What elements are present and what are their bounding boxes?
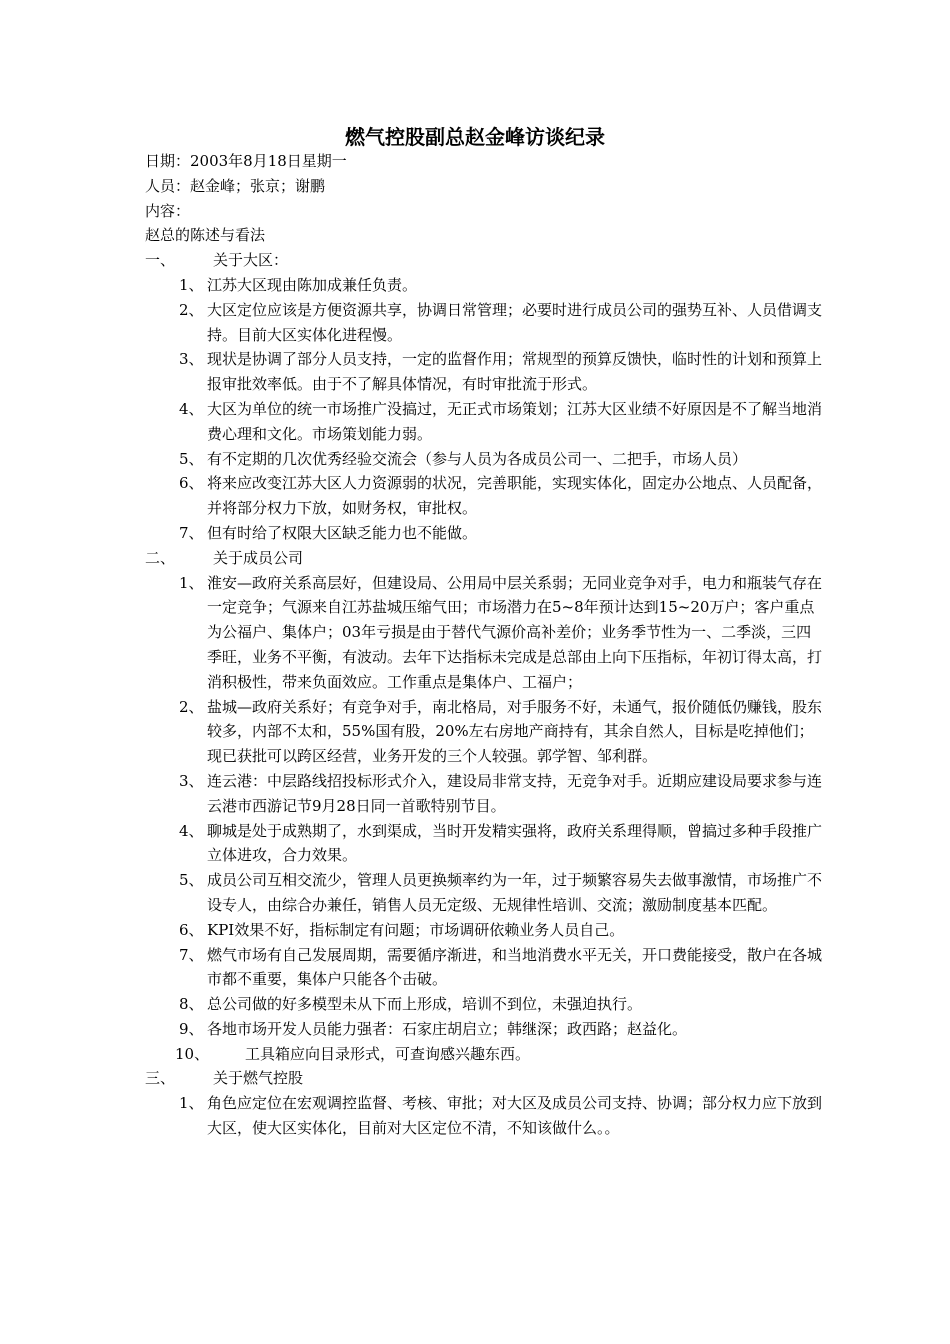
list-item-number: 5、 [179, 871, 204, 890]
section-number: 二、 [145, 548, 176, 567]
list-item-number: 4、 [179, 821, 204, 840]
list-item-number: 1、 [179, 573, 204, 592]
list-item-number: 2、 [179, 697, 204, 716]
section-number: 一、 [145, 251, 176, 270]
list-item-text: 将来应改变江苏大区人力资源弱的状况，完善职能，实现实体化，固定办公地点、人员配备，并将部分权力下放，如财务权，审批权。 [207, 474, 823, 518]
intro-line: 赵总的陈述与看法 [145, 226, 266, 245]
list-item-text: 聊城是处于成熟期了，水到渠成，当时开发精实强将，政府关系理得顺，曾搞过多种手段推广立体进攻，合力效果。 [207, 821, 823, 865]
section-heading [145, 1066, 825, 1091]
document-body [145, 149, 825, 1141]
list-item [145, 868, 825, 918]
list-item-number: 4、 [179, 399, 204, 418]
list-item-number: 2、 [179, 300, 204, 319]
list-item-number: 1、 [179, 275, 204, 294]
section-heading [145, 248, 825, 273]
list-item-number: 9、 [179, 1019, 204, 1038]
list-item [145, 347, 825, 397]
section-number: 三、 [145, 1069, 176, 1088]
list-item [145, 447, 825, 472]
list-item-number: 6、 [179, 920, 204, 939]
list-item-number: 3、 [179, 771, 204, 790]
list-item [145, 298, 825, 348]
list-item [145, 571, 825, 695]
list-item-number: 5、 [179, 449, 204, 468]
section-title: 关于燃气控股 [213, 1069, 304, 1088]
list-item [145, 819, 825, 869]
list-item [145, 943, 825, 993]
list-item-number: 7、 [179, 945, 204, 964]
list-item [145, 273, 825, 298]
list-item [145, 1017, 825, 1042]
section-title: 关于大区： [213, 251, 289, 270]
list-item-number: 6、 [179, 474, 204, 493]
list-item [145, 695, 825, 769]
meta-people: 人员：赵金峰；张京；谢鹏 [145, 176, 326, 195]
list-item [145, 918, 825, 943]
list-item [145, 1091, 825, 1141]
list-item-number: 3、 [179, 350, 204, 369]
list-item-text: 大区为单位的统一市场推广没搞过，无正式市场策划；江苏大区业绩不好原因是不了解当地消费心理和文化。市场策划能力弱。 [207, 399, 823, 443]
list-item-text: 工具箱应向目录形式，可查询感兴趣东西。 [245, 1044, 531, 1063]
list-item-text: 有不定期的几次优秀经验交流会（参与人员为各成员公司一、二把手，市场人员） [207, 449, 748, 468]
list-item-text: 角色应定位在宏观调控监督、考核、审批；对大区及成员公司支持、协调；部分权力应下放到大区，使大区实体化，目前对大区定位不清，不知该做什么。。 [207, 1094, 823, 1138]
list-item-text: 成员公司互相交流少，管理人员更换频率约为一年，过于频繁容易失去做事激情，市场推广不设专人，由综合办兼任，销售人员无定级、无规律性培训、交流；激励制度基本匹配。 [207, 871, 823, 914]
list-item [145, 992, 825, 1017]
meta-content-label: 内容： [145, 201, 191, 220]
list-item-text: 淮安—政府关系高层好，但建设局、公用局中层关系弱；无同业竞争对手，电力和瓶装气存在一定竞争；气源来自江苏盐城压缩气田；市场潜力在5~8年预计达到15~20万户；客户重点为公福户、集体户；03年亏损是由于替代气源价高补差价；业务季节性为一、二季淡，三四季旺，业务不平衡，有波动。去年下达指标未完成是总部由上向下压指标，年初订得太高，打消积极性，带来负面效应。工作重点是集体户、工福户； [207, 573, 823, 691]
list-item-text: 江苏大区现由陈加成兼任负责。 [207, 275, 418, 294]
list-item [145, 521, 825, 546]
section-heading [145, 546, 825, 571]
list-item [145, 769, 825, 819]
section-title: 关于成员公司 [213, 548, 304, 567]
list-item [145, 397, 825, 447]
list-item-text: 现状是协调了部分人员支持，一定的监督作用；常规型的预算反馈快，临时性的计划和预算上报审批效率低。由于不了解具体情况，有时审批流于形式。 [207, 350, 823, 394]
list-item-text: 但有时给了权限大区缺乏能力也不能做。 [207, 523, 478, 542]
list-item-text: 连云港：中层路线招投标形式介入，建设局非常支持，无竞争对手。近期应建设局要求参与连云港市西游记节9月28日同一首歌特别节目。 [207, 771, 823, 815]
list-item-text: 总公司做的好多模型未从下而上形成，培训不到位，未强迫执行。 [207, 995, 643, 1014]
list-item-number: 8、 [179, 995, 204, 1014]
list-item-number: 1、 [179, 1094, 204, 1113]
list-item [145, 471, 825, 521]
list-item-text: KPI效果不好，指标制定有问题；市场调研依赖业务人员自己。 [207, 920, 625, 939]
list-item [145, 1042, 825, 1067]
list-item-text: 各地市场开发人员能力强者：石家庄胡启立；韩继深；政西路；赵益化。 [207, 1019, 688, 1038]
document-title: 燃气控股副总赵金峰访谈纪录 [345, 125, 605, 149]
sections-container [145, 248, 825, 1141]
list-item-number: 7、 [179, 523, 204, 542]
list-item-text: 燃气市场有自己发展周期，需要循序渐进，和当地消费水平无关，开口费能接受，散户在各城市都不重要，集体户只能各个击破。 [207, 945, 823, 989]
meta-date: 日期：2003年8月18日星期一 [145, 152, 347, 170]
list-item-text: 大区定位应该是方便资源共享，协调日常管理；必要时进行成员公司的强势互补、人员借调支持。目前大区实体化进程慢。 [207, 300, 823, 344]
list-item-number: 10、 [175, 1044, 210, 1063]
list-item-text: 盐城—政府关系好；有竞争对手，南北格局，对手服务不好，未通气，报价随低仍赚钱，股东较多，内部不太和，55%国有股，20%左右房地产商持有，其余自然人，目标是吃掉他们；现已获批可以跨区经营，业务开发的三个人较强。郭学智、邹利群。 [207, 697, 823, 766]
